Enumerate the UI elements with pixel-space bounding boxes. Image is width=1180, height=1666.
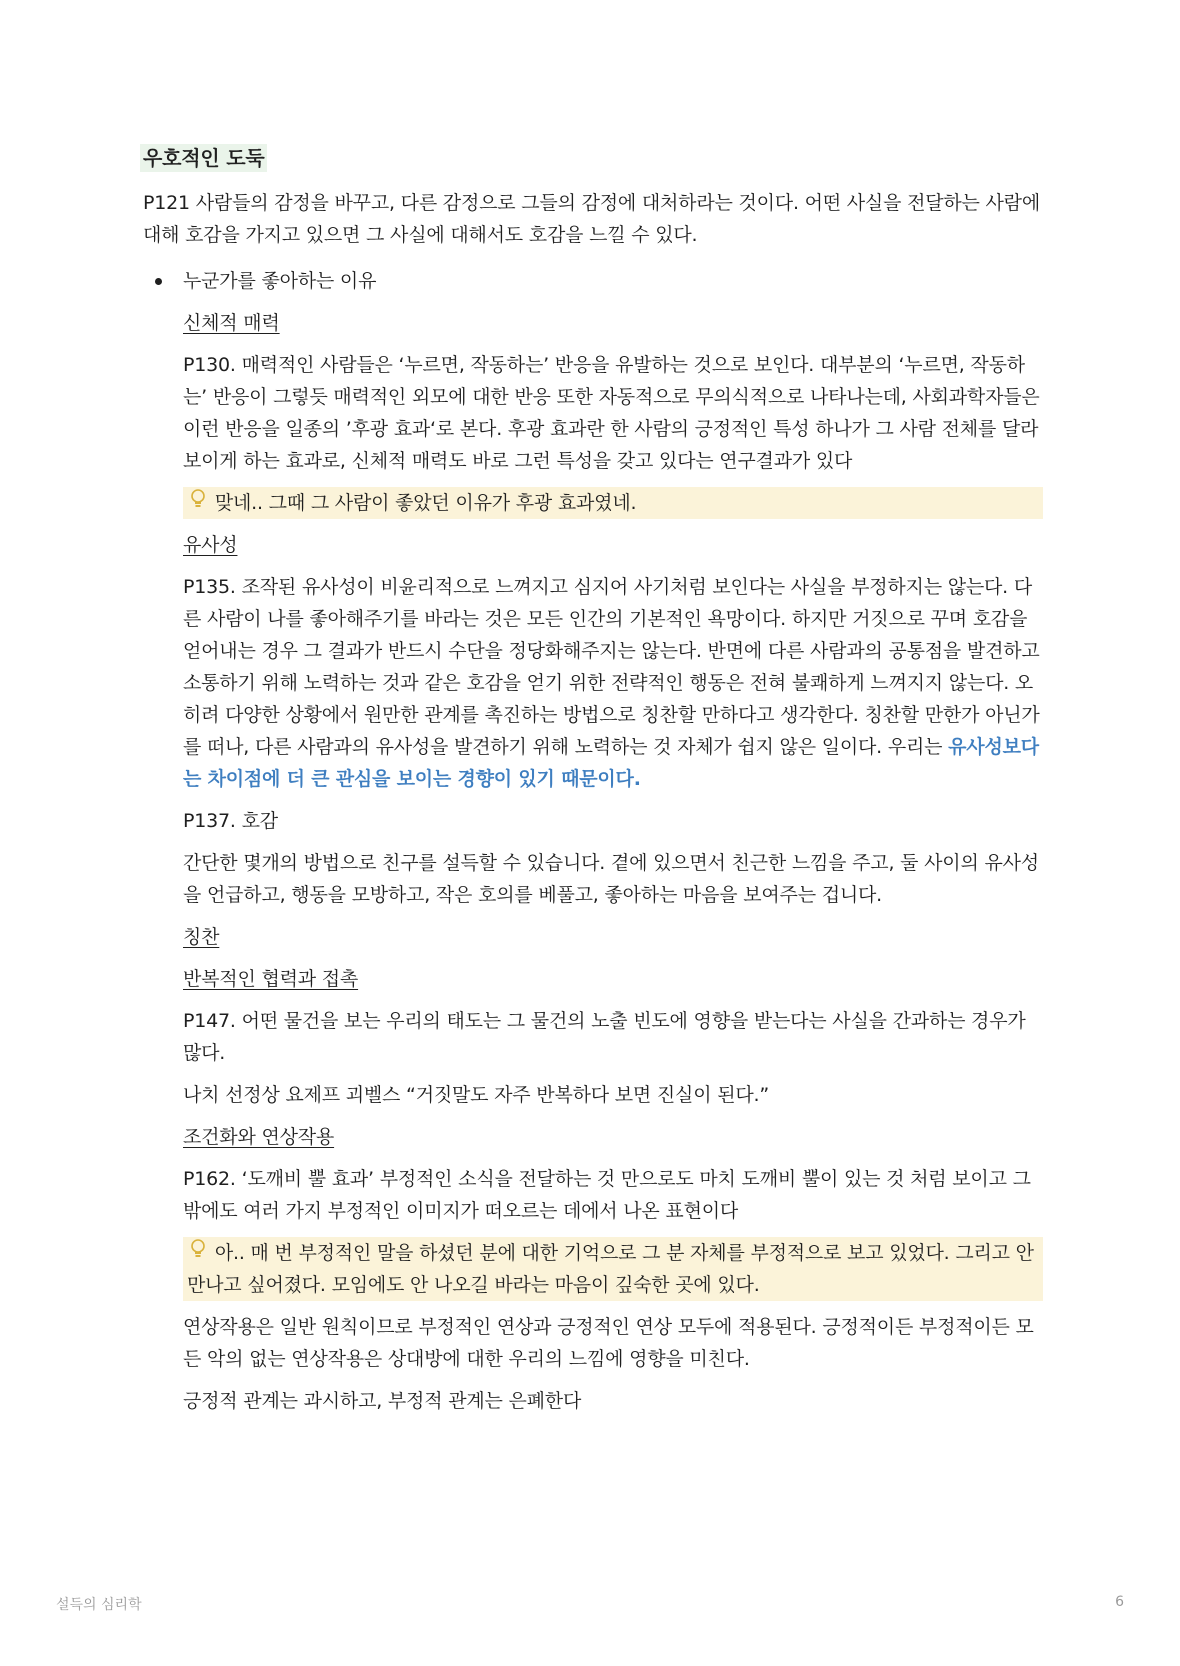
heading-text: 우호적인 도둑 [140, 144, 267, 172]
paragraph-p137: P137. 호감 [183, 810, 278, 832]
page-content [143, 143, 1043, 1417]
section-heading [143, 143, 1043, 175]
lightbulb-icon [187, 1237, 209, 1269]
bullet-dot-icon [155, 278, 162, 285]
callout-text: 맞네.. 그때 그 사람이 좋았던 이유가 후광 효과였네. [214, 492, 637, 514]
paragraph-goebbels: 나치 선정상 요제프 괴벨스 “거짓말도 자주 반복하다 보면 진실이 된다.” [183, 1084, 769, 1106]
paragraph-p147: P147. 어떤 물건을 보는 우리의 태도는 그 물건의 노출 빈도에 영향을 받는다는 사실을 간과하는 경우가 많다. [183, 1010, 1026, 1064]
paragraph-association: 연상작용은 일반 원칙이므로 부정적인 연상과 긍정적인 연상 모두에 적용된다. 긍정적이든 부정적이든 모든 악의 없는 연상작용은 상대방에 대한 우리의 느낌에 영향을 미친다. [183, 1316, 1034, 1370]
paragraph-p135 [183, 571, 1043, 795]
callout-halo [183, 487, 1043, 519]
paragraph-p162: P162. ‘도깨비 뿔 효과’ 부정적인 소식을 전달하는 것 만으로도 마치 도깨비 뿔이 있는 것 처럼 보이고 그 밖에도 여러 가지 부정적인 이미지가 떠오르는 데에서 나온 표현이다 [183, 1168, 1031, 1222]
paragraph-p130: P130. 매력적인 사람들은 ‘누르면, 작동하는’ 반응을 유발하는 것으로 보인다. 대부분의 ‘누르면, 작동하는’ 반응이 그렇듯 매력적인 외모에 대한 반응 또한 자동적으로 무의식적으로 나타나는데, 사회과학자들은 이런 반응을 일종의 ’후광 효과‘로 본다. 후광 효과란 한 사람의 긍정적인 특성 하나가 그 사람 전체를 달라 보이게 하는 효과로, 신체적 매력도 바로 그런 특성을 갖고 있다는 연구결과가 있다 [183, 354, 1040, 472]
callout-negative [183, 1237, 1043, 1301]
footer-title: 설득의 심리학 [56, 1597, 142, 1613]
subheading-repetition: 반복적인 협력과 접촉 [183, 968, 359, 990]
callout-text: 아.. 매 번 부정적인 말을 하셨던 분에 대한 기억으로 그 분 자체를 부정적으로 보고 있었다. 그리고 안 만나고 싶어졌다. 모임에도 안 나오길 바라는 마음이 깊숙한 곳에 있다. [187, 1242, 1034, 1296]
intro-paragraph: P121 사람들의 감정을 바꾸고, 다른 감정으로 그들의 감정에 대처하라는 것이다. 어떤 사실을 전달하는 사람에 대해 호감을 가지고 있으면 그 사실에 대해서도 호감을 느낄 수 있다. [143, 192, 1040, 246]
highlight-text: 유사성보다는 차이점에 더 큰 관심을 보이는 경향이 있기 때문이다. [183, 736, 1039, 790]
paragraph-relations: 긍정적 관계는 과시하고, 부정적 관계는 은폐한다 [183, 1390, 582, 1412]
bullet-item [143, 265, 1043, 297]
subheading-similarity: 유사성 [183, 534, 238, 556]
lightbulb-icon [187, 487, 209, 519]
bullet-text: 누군가를 좋아하는 이유 [183, 270, 377, 292]
page-number: 6 [1115, 1594, 1124, 1610]
paragraph-p135-text: P135. 조작된 유사성이 비윤리적으로 느껴지고 심지어 사기처럼 보인다는 사실을 부정하지는 않는다. 다른 사람이 나를 좋아해주기를 바라는 것은 모든 인간의 기본적인 욕망이다. 하지만 거짓으로 꾸며 호감을 얻어내는 경우 그 결과가 반드시 수단을 정당화해주지는 않는다. 반면에 다른 사람과의 공통점을 발견하고 소통하기 위해 노력하는 것과 같은 호감을 얻기 위한 전략적인 행동은 전혀 불쾌하게 느껴지지 않는다. 오히려 다양한 상황에서 원만한 관계를 촉진하는 방법으로 칭찬할 만하다고 생각한다. 칭찬할 만한가 아닌가를 떠나, 다른 사람과의 유사성을 발견하기 위해 노력하는 것 자체가 쉽지 않은 일이다. 우리는 [183, 576, 1040, 758]
subheading-praise: 칭찬 [183, 926, 220, 948]
subheading-physical: 신체적 매력 [183, 312, 280, 334]
subheading-conditioning: 조건화와 연상작용 [183, 1126, 335, 1148]
bullet-children [183, 307, 1043, 1417]
paragraph-persuade: 간단한 몇개의 방법으로 친구를 설득할 수 있습니다. 곁에 있으면서 친근한 느낌을 주고, 둘 사이의 유사성을 언급하고, 행동을 모방하고, 작은 호의를 베풀고, 좋아하는 마음을 보여주는 겁니다. [183, 852, 1039, 906]
